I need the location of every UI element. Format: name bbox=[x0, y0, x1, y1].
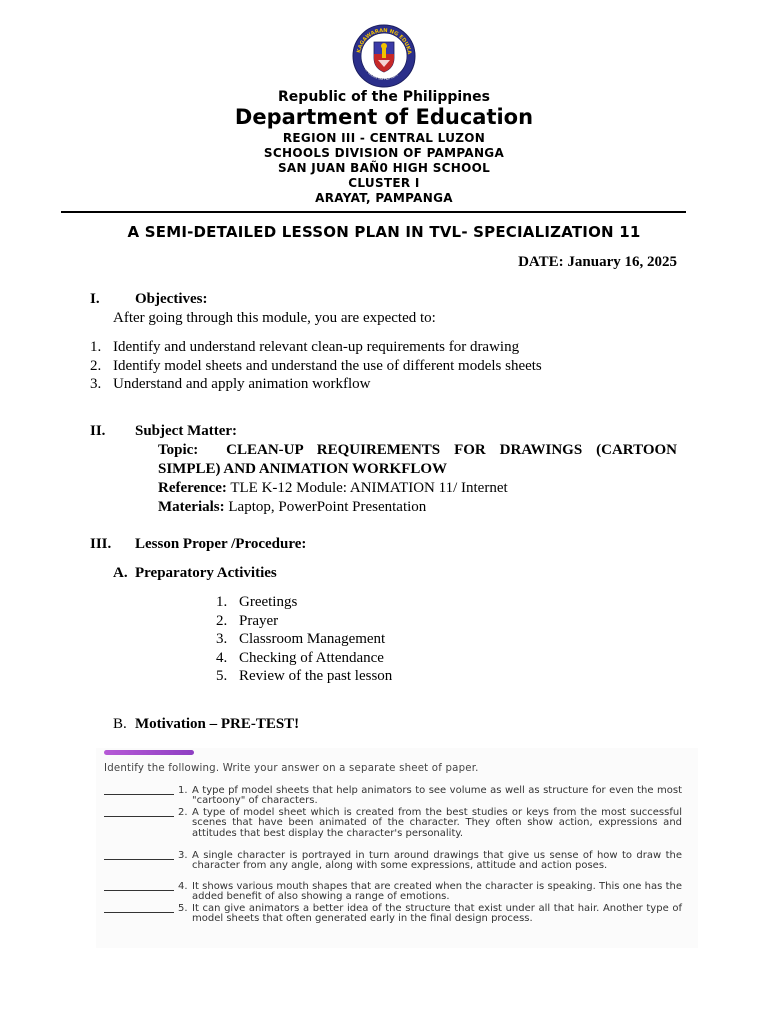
objectives-intro: After going through this module, you are expected to: bbox=[113, 310, 436, 326]
subject-matter-number: II. bbox=[90, 423, 106, 439]
objectives-number: I. bbox=[90, 291, 100, 307]
subject-matter-block bbox=[158, 441, 677, 517]
materials-line: Materials: Laptop, PowerPoint Presentation bbox=[158, 499, 427, 515]
list-item: 1. Greetings bbox=[216, 594, 298, 610]
subject-matter-heading: Subject Matter: bbox=[135, 423, 238, 439]
seal-ring-text: KAGAWARAN NG EDUKA bbox=[356, 27, 412, 55]
list-item: 3. Understand and apply animation workflow bbox=[90, 376, 371, 392]
division-line: SCHOOLS DIVISION OF PAMPANGA bbox=[263, 146, 505, 160]
republic-heading: Republic of the Philippines bbox=[278, 89, 490, 105]
town-line: ARAYAT, PAMPANGA bbox=[315, 191, 453, 205]
list-item: 4. Checking of Attendance bbox=[216, 649, 384, 666]
list-item: 2. Prayer bbox=[216, 612, 279, 629]
pretest-accent-bar bbox=[104, 750, 194, 755]
lesson-proper-heading: Lesson Proper /Procedure: bbox=[135, 536, 307, 552]
list-item: 2. Identify model sheets and understand the use of different models sheets bbox=[90, 357, 542, 374]
objectives-heading: Objectives: bbox=[135, 291, 208, 307]
cluster-line: CLUSTER I bbox=[348, 176, 420, 190]
header-divider bbox=[61, 211, 686, 213]
pretest-instruction: Identify the following. Write your answer on a separate sheet of paper. bbox=[104, 763, 479, 774]
school-line: SAN JUAN BAÑ0 HIGH SCHOOL bbox=[277, 161, 491, 175]
preparatory-heading: A. Preparatory Activities bbox=[113, 565, 277, 581]
preparatory-list bbox=[216, 593, 392, 686]
answer-blank bbox=[104, 794, 174, 795]
pretest-panel: Identify the following. Write your answer on a separate sheet of paper. 1. A type pf model sheets that help animators to see volume as well as structure for even the most "cartoony" of characters. 2. A type of model sheet which is created from the best studies or keys from the most successful scenes that have been animated of the character. They often show action, expressions and attitudes that best display the character's personality. 3. A single character is portrayed in turn around drawings that give us sense of how to draw the character from any angle, along with some expressions, attitude and action poses. 4. It shows various mouth shapes that are created when the character is speaking. This one has the added benefit of also showing a range of emotions. 5. It can give animators a better idea of the structure that exist under all that hair. Another type of model sheets that often generated early in the final design process. bbox=[96, 748, 698, 948]
region-line: REGION III - CENTRAL LUZON bbox=[282, 131, 486, 145]
list-item: 5. Review of the past lesson bbox=[216, 668, 393, 685]
lesson-proper-number: III. bbox=[90, 536, 112, 552]
answer-blank bbox=[104, 816, 174, 817]
answer-blank bbox=[104, 912, 174, 913]
deped-seal-icon bbox=[352, 24, 416, 88]
answer-blank bbox=[104, 890, 174, 891]
document-title: A SEMI-DETAILED LESSON PLAN IN TVL- SPECIALIZATION 11 bbox=[127, 223, 641, 241]
lesson-date: DATE: January 16, 2025 bbox=[518, 254, 677, 270]
department-heading: Department of Education bbox=[234, 105, 534, 129]
reference-line: Reference: TLE K-12 Module: ANIMATION 11/ Internet bbox=[158, 480, 508, 496]
motivation-heading: B. Motivation – PRE-TEST! bbox=[113, 716, 300, 732]
topic-line: Topic: CLEAN-UP REQUIREMENTS FOR DRAWINGS (CARTOON SIMPLE) AND ANIMATION WORKFLOW bbox=[158, 442, 677, 477]
list-item: 3. Classroom Management bbox=[216, 631, 386, 648]
seal-bottom-text: REPUBLIKA NG PILIPINAS bbox=[363, 65, 399, 82]
list-item: 1. Identify and understand relevant clean-up requirements for drawing bbox=[90, 339, 520, 355]
answer-blank bbox=[104, 859, 174, 860]
objectives-list bbox=[90, 338, 542, 394]
